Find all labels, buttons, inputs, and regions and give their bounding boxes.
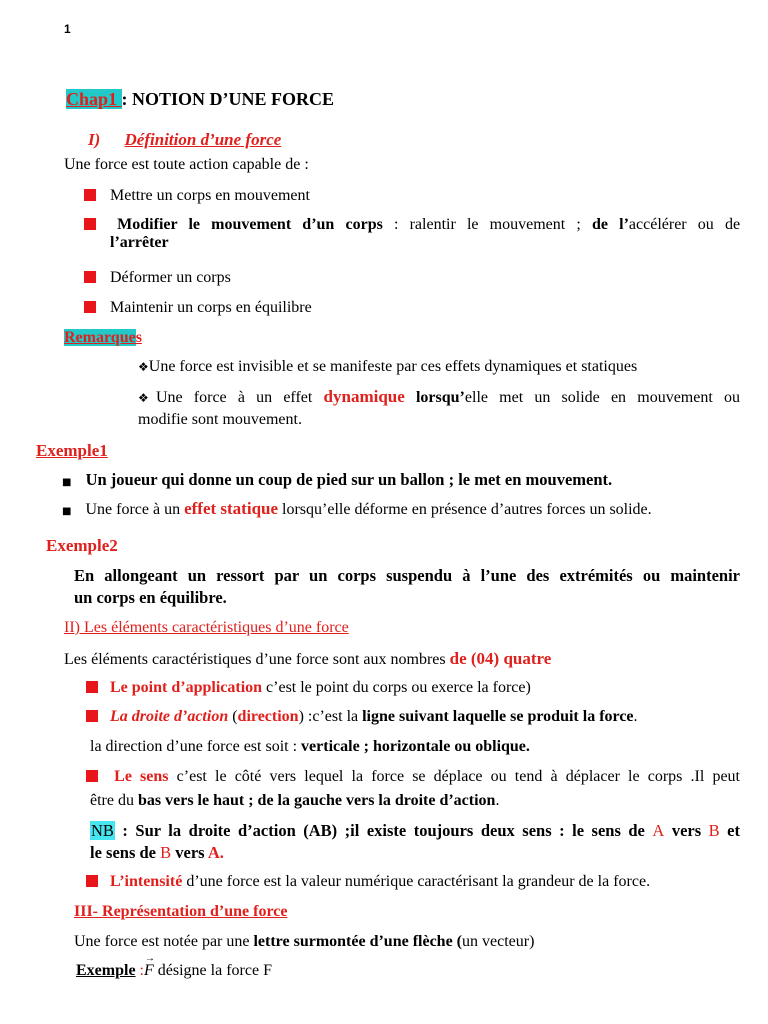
red-square-bullet-icon (84, 301, 96, 313)
notation-text: Une force est notée par une lettre surmontée d’une flèche (un vecteur) (74, 933, 535, 950)
remark-item: ❖Une force à un effet dynamique lorsqu’elle met un solide en mouvement ou (138, 387, 740, 406)
remarques-heading: Remarques (64, 329, 142, 346)
list-item: Mettre un corps en mouvement (84, 187, 310, 205)
intro-text: Une force est toute action capable de : (64, 156, 309, 173)
sens-line-2: être du bas vers le haut ; de la gauche vers la droite d’action. (90, 792, 500, 809)
exemple3-line: Exemple : → F désigne la force F (76, 953, 272, 979)
chapter-title (66, 89, 334, 110)
square-bullet-icon: ■ (62, 506, 72, 517)
exemple1-heading: Exemple1 (36, 441, 108, 460)
remark-item: ❖Une force est invisible et se manifeste par ces effets dynamiques et statiques (138, 358, 638, 375)
element-point: Le point d’application c’est le point du corps ou exerce la force) (86, 679, 531, 697)
list-item: Déformer un corps (84, 269, 231, 287)
section-3-heading: III- Représentation d’une force (74, 903, 288, 920)
diamond-bullet-icon: ❖ (138, 360, 149, 374)
red-square-bullet-icon (84, 271, 96, 283)
red-square-bullet-icon (86, 770, 98, 782)
vector-arrow-icon: → (145, 953, 155, 964)
direction-line: la direction d’une force est soit : verticale ; horizontale ou oblique. (90, 738, 530, 755)
diamond-bullet-icon: ❖ (138, 391, 156, 405)
red-square-bullet-icon (84, 218, 96, 230)
element-intensite: L’intensité d’une force est la valeur numérique caractérisant la grandeur de la force. (86, 873, 650, 891)
section-2-heading: II) Les éléments caractéristiques d’une force (64, 619, 349, 636)
section-1-heading (88, 130, 281, 150)
exemple2-heading: Exemple2 (46, 536, 118, 555)
list-item: Modifier le mouvement d’un corps : ralentir le mouvement ; de l’accélérer ou de l’arrêter (84, 216, 740, 252)
red-square-bullet-icon (86, 681, 98, 693)
page-number: 1 (64, 22, 71, 36)
remark-line-2: modifie sont mouvement. (138, 411, 302, 428)
list-item: ■ Un joueur qui donne un coup de pied sur un ballon ; le met en mouvement. (62, 470, 613, 489)
section-1-number: I) (88, 130, 101, 149)
red-square-bullet-icon (86, 710, 98, 722)
list-item: Maintenir un corps en équilibre (84, 299, 312, 317)
exemple2-text: En allongeant un ressort par un corps suspendu à l’une des extrémités ou maintenir un corps en équilibre. (74, 566, 740, 607)
vector-f: → F (144, 953, 155, 979)
list-item: ■ Une force à un effet statique lorsqu’elle déforme en présence d’autres forces un solide. (62, 499, 652, 518)
square-bullet-icon: ■ (62, 477, 72, 488)
section-1-title: Définition d’une force (124, 130, 282, 149)
nb-note: NB : Sur la droite d’action (AB) ;il existe toujours deux sens : le sens de A vers B et le sens de B vers A. (90, 821, 740, 862)
chapter-heading: : NOTION D’UNE FORCE (121, 89, 335, 109)
element-sens: Le sens c’est le côté vers lequel la force se déplace ou tend à déplacer le corps .Il peut (86, 768, 740, 786)
element-droite: La droite d’action (direction) :c’est la ligne suivant laquelle se produit la force. (86, 708, 638, 726)
elements-intro: Les éléments caractéristiques d’une force sont aux nombres de (04) quatre (64, 649, 552, 668)
red-square-bullet-icon (84, 189, 96, 201)
red-square-bullet-icon (86, 875, 98, 887)
chapter-label: Chap1 (66, 89, 122, 109)
